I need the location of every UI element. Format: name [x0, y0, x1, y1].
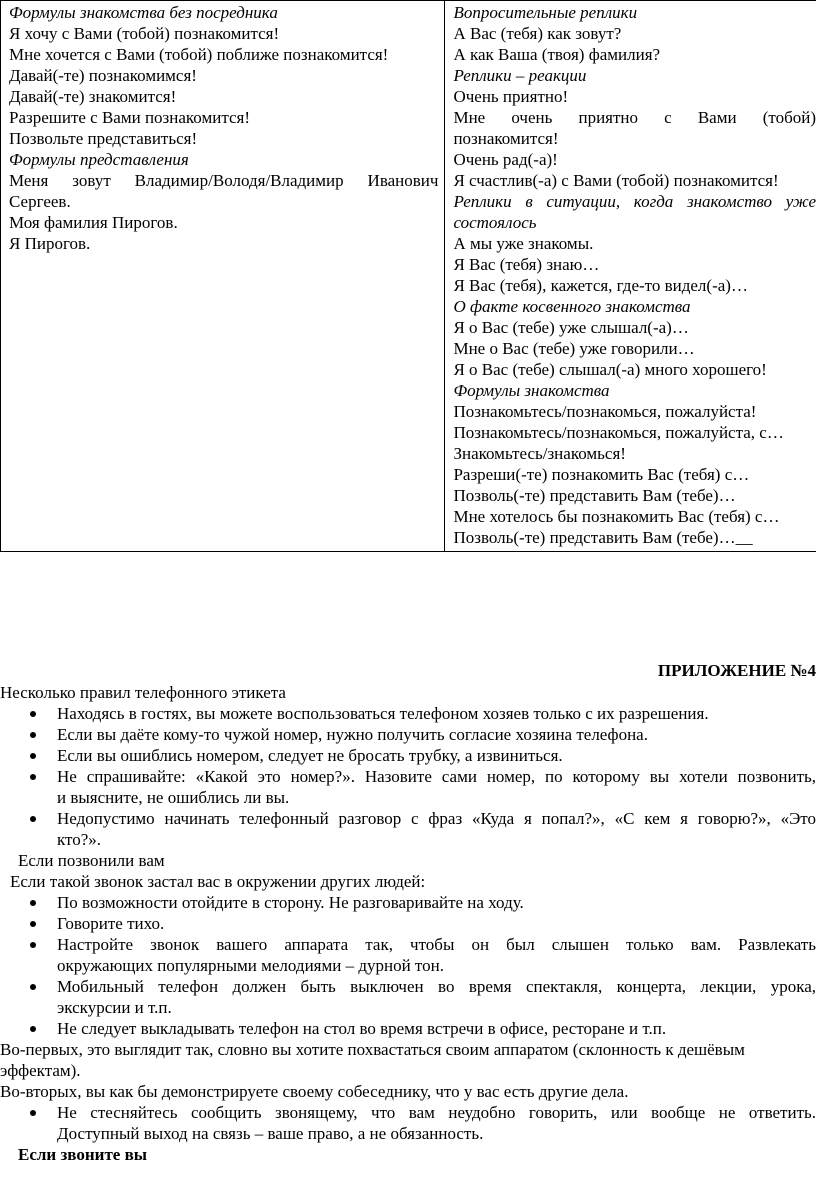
bullet-icon	[30, 921, 36, 927]
list-item-text: Не стесняйтесь сообщить звонящему, что вам неудобно говорить, или вообще не ответить.	[57, 1103, 816, 1122]
table-line: Я Вас (тебя), кажется, где-то видел(-а)…	[453, 276, 748, 295]
paragraph-second: Во-вторых, вы как бы демонстрируете своему собеседнику, что у вас есть другие дела.	[0, 1082, 629, 1101]
list-item-text: По возможности отойдите в сторону. Не разговаривайте на ходу.	[57, 893, 524, 912]
table-line: Мне о Вас (тебе) уже говорили…	[453, 339, 695, 358]
bullet-icon	[30, 942, 36, 948]
table-line: Мне хочется с Вами (тобой) поближе познакомится!	[9, 45, 389, 64]
table-line: А как Ваша (твоя) фамилия?	[453, 45, 661, 64]
table-line: Познакомьтесь/познакомься, пожалуйста, с…	[453, 423, 784, 442]
table-heading: О факте косвенного знакомства	[453, 297, 691, 316]
table-line: Познакомьтесь/познакомься, пожалуйста!	[453, 402, 757, 421]
bullet-icon	[30, 732, 36, 738]
bullet-icon	[30, 816, 36, 822]
list-item-text: и выясните, не ошиблись ли вы.	[57, 788, 290, 807]
list-item-text: Говорите тихо.	[57, 914, 165, 933]
table-line: Я Пирогов.	[9, 234, 91, 253]
table-line: Позволь(-те) представить Вам (тебе)…__	[453, 528, 753, 547]
list-item	[0, 808, 816, 850]
appendix-title: ПРИЛОЖЕНИЕ №4	[657, 661, 816, 680]
list-item	[0, 934, 816, 976]
list-item-text: Не спрашивайте: «Какой это номер?». Назовите сами номер, по которому вы хотели позвонить,	[57, 767, 816, 786]
rules-list-decline	[0, 1102, 816, 1144]
table-line: А Вас (тебя) как зовут?	[453, 24, 622, 43]
list-item-text: Недопустимо начинать телефонный разговор с фраз «Куда я попал?», «С кем я говорю?», «Это	[57, 809, 816, 828]
list-item-text: Если вы ошиблись номером, следует не бросать трубку, а извиниться.	[57, 746, 563, 765]
table-column-right	[445, 1, 816, 551]
table-heading: Реплики – реакции	[453, 66, 587, 85]
list-item-text: Если вы даёте кому-то чужой номер, нужно получить согласие хозяина телефона.	[57, 725, 648, 744]
table-line: Очень рад(-а)!	[453, 150, 558, 169]
table-line: Сергеев.	[9, 192, 71, 211]
bullet-icon	[30, 711, 36, 717]
list-item-text: Настройте звонок вашего аппарата так, чтобы он был слышен только вам. Развлекать	[57, 935, 816, 954]
table-heading: Формулы знакомства	[453, 381, 610, 400]
table-column-left	[1, 1, 445, 551]
paragraph-first-cont: эффектам).	[0, 1061, 81, 1080]
table-line: Разреши(-те) познакомить Вас (тебя) с…	[453, 465, 750, 484]
table-line: познакомится!	[453, 129, 559, 148]
table-line: Моя фамилия Пирогов.	[9, 213, 178, 232]
list-item-text: Не следует выкладывать телефон на стол во время встречи в офисе, ресторане и т.п.	[57, 1019, 667, 1038]
bullet-icon	[30, 774, 36, 780]
bullet-icon	[30, 753, 36, 759]
paragraph-first: Во-первых, это выглядит так, словно вы хотите похвастаться своим аппаратом (склонность к дешёвым	[0, 1040, 745, 1059]
list-item-text: Мобильный телефон должен быть выключен во время спектакля, концерта, лекции, урока,	[57, 977, 816, 996]
table-line: Мне очень приятно с Вами (тобой)	[453, 108, 816, 127]
list-item	[0, 913, 816, 934]
table-line: Я счастлив(-а) с Вами (тобой) познакомится!	[453, 171, 779, 190]
table-heading: Формулы знакомства без посредника	[9, 3, 278, 22]
list-item	[0, 976, 816, 1018]
table-line: Позвольте представиться!	[9, 129, 198, 148]
table-line: Разрешите с Вами познакомится!	[9, 108, 251, 127]
table-heading: Формулы представления	[9, 150, 189, 169]
table-heading: состоялось	[453, 213, 537, 232]
list-item	[0, 745, 816, 766]
list-item	[0, 703, 816, 724]
table-line: Знакомьтесь/знакомься!	[453, 444, 626, 463]
table-line: Я хочу с Вами (тобой) познакомится!	[9, 24, 280, 43]
list-item	[0, 724, 816, 745]
table-line: Меня зовут Владимир/Володя/Владимир Иванович	[9, 171, 439, 190]
bullet-icon	[30, 1026, 36, 1032]
bullet-icon	[30, 984, 36, 990]
greetings-table	[0, 0, 816, 552]
table-line: Я Вас (тебя) знаю…	[453, 255, 600, 274]
table-line: Давай(-те) знакомится!	[9, 87, 177, 106]
table-line: Давай(-те) познакомимся!	[9, 66, 197, 85]
list-item	[0, 1018, 816, 1039]
list-item	[0, 1102, 816, 1144]
list-item-text: окружающих популярными мелодиями – дурной тон.	[57, 956, 444, 975]
list-item-text: Находясь в гостях, вы можете воспользоваться телефоном хозяев только с их разрешения.	[57, 704, 709, 723]
table-line: Очень приятно!	[453, 87, 569, 106]
bullet-icon	[30, 900, 36, 906]
heading-if-calling: Если звоните вы	[18, 1145, 148, 1164]
called-intro: Если такой звонок застал вас в окружении других людей:	[10, 872, 426, 891]
list-item-text: кто?».	[57, 830, 102, 849]
table-heading: Вопросительные реплики	[453, 3, 638, 22]
table-heading: Реплики в ситуации, когда знакомство уже	[453, 192, 816, 211]
bullet-icon	[30, 1110, 36, 1116]
list-item-text: Доступный выход на связь – ваше право, а не обязанность.	[57, 1124, 484, 1143]
list-item	[0, 766, 816, 808]
heading-if-called: Если позвонили вам	[18, 851, 165, 870]
list-item	[0, 892, 816, 913]
table-line: Мне хотелось бы познакомить Вас (тебя) с…	[453, 507, 780, 526]
table-line: А мы уже знакомы.	[453, 234, 594, 253]
list-item-text: экскурсии и т.п.	[57, 998, 172, 1017]
table-line: Я о Вас (тебе) слышал(-а) много хорошего!	[453, 360, 767, 379]
rules-list-guest	[0, 703, 816, 850]
section-intro: Несколько правил телефонного этикета	[0, 683, 286, 702]
table-line: Я о Вас (тебе) уже слышал(-а)…	[453, 318, 689, 337]
rules-list-called	[0, 892, 816, 1039]
table-line: Позволь(-те) представить Вам (тебе)…	[453, 486, 736, 505]
phone-etiquette-section	[0, 682, 816, 1165]
